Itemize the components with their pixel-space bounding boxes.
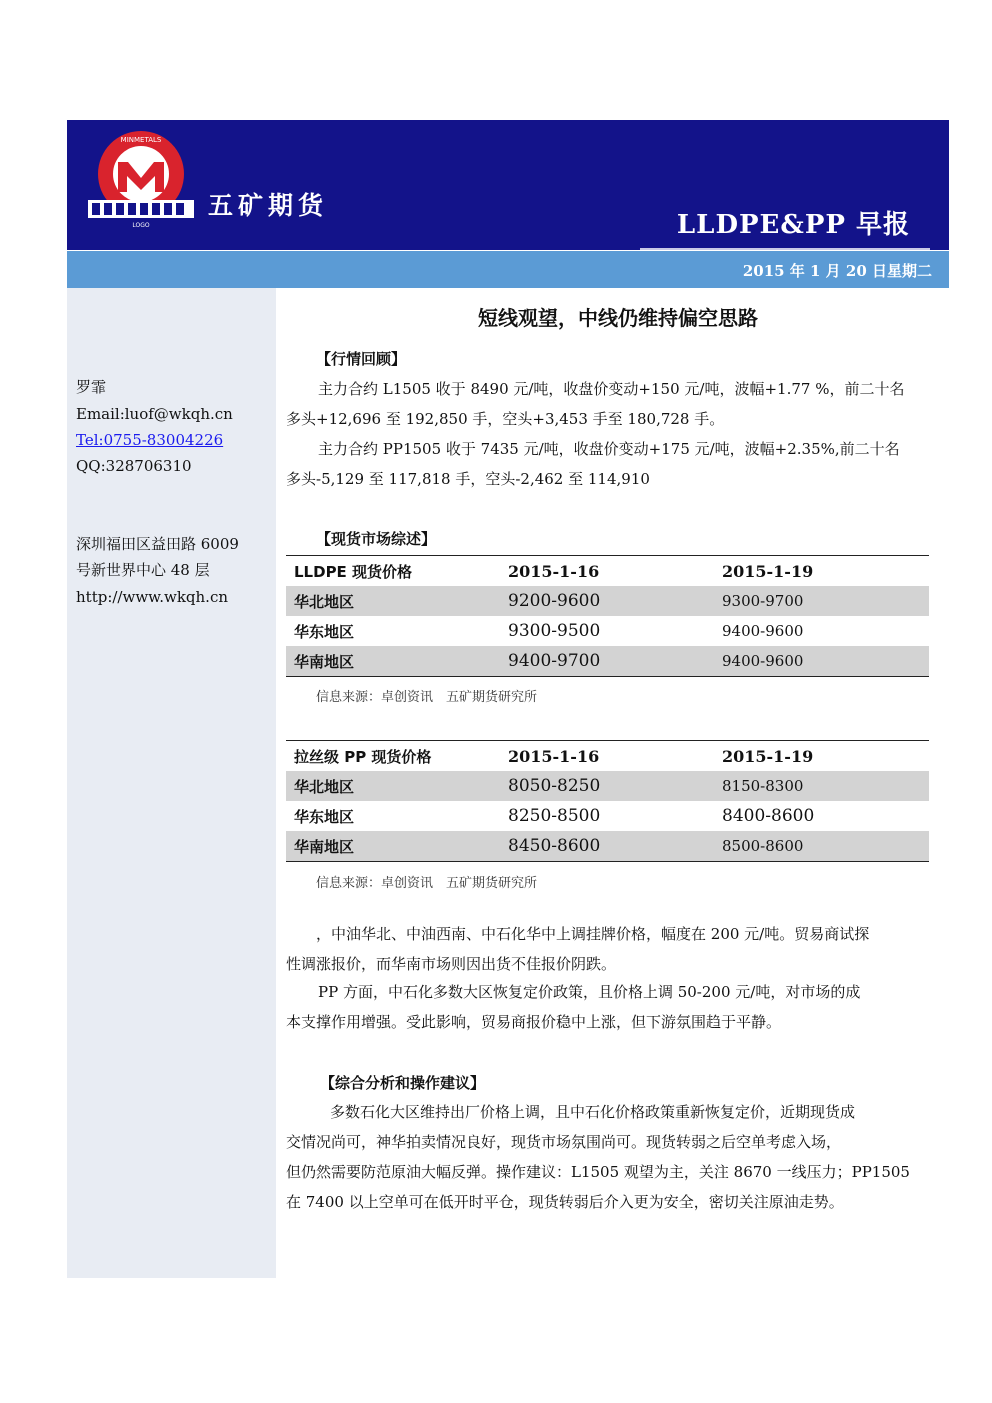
pp-price-table bbox=[286, 740, 929, 862]
region-cell: 华东地区 bbox=[294, 622, 355, 641]
region-cell: 华南地区 bbox=[286, 646, 508, 677]
address-line-1: 深圳福田区益田路 6009 bbox=[76, 535, 239, 553]
table-header-cell: 2015-1-19 bbox=[722, 556, 929, 587]
author-email: Email:luof@wkqh.cn bbox=[76, 405, 233, 423]
lldpe-table-source: 信息来源：卓创资讯 五矿期货研究所 bbox=[316, 690, 538, 705]
table-row bbox=[286, 831, 929, 862]
analysis-heading: 【综合分析和操作建议】 bbox=[320, 1074, 486, 1092]
table-row bbox=[286, 801, 929, 831]
table-header-cell: 2015-1-19 bbox=[722, 741, 929, 772]
lldpe-price-table bbox=[286, 555, 929, 677]
author-tel-link[interactable]: Tel:0755-83004226 bbox=[76, 431, 224, 449]
spot-heading: 【现货市场综述】 bbox=[316, 530, 437, 548]
table-header-cell: 拉丝级 PP 现货价格 bbox=[286, 741, 508, 772]
table-header-row bbox=[286, 556, 929, 587]
spot-paragraph-1: ，中油华北、中油西南、中石化华中上调挂牌价格，幅度在 200 元/吨。贸易商试探 性调涨报价，而华南市场则因出货不佳报价阴跌。 bbox=[286, 925, 870, 973]
table-row bbox=[286, 646, 929, 677]
price-cell: 8050-8250 bbox=[508, 771, 722, 801]
price-cell: 9400-9600 bbox=[722, 622, 804, 640]
review-heading: 【行情回顾】 bbox=[316, 350, 407, 368]
title-underline bbox=[640, 248, 930, 250]
report-date: 2015 年 1 月 20 日星期二 bbox=[742, 262, 932, 280]
svg-text:LOGO: LOGO bbox=[132, 222, 150, 229]
pp-table-source: 信息来源：卓创资讯 五矿期货研究所 bbox=[316, 876, 538, 891]
price-cell: 9400-9600 bbox=[722, 646, 929, 677]
price-cell: 9300-9700 bbox=[722, 586, 929, 616]
address-line-2: 号新世界中心 48 层 bbox=[76, 561, 210, 579]
price-cell: 8500-8600 bbox=[722, 831, 929, 862]
company-name: 五矿期货 bbox=[208, 191, 329, 220]
table-row bbox=[286, 586, 929, 616]
price-cell: 8450-8600 bbox=[508, 831, 722, 862]
table-row bbox=[286, 771, 929, 801]
region-cell: 华北地区 bbox=[286, 771, 508, 801]
svg-text:MINMETALS: MINMETALS bbox=[120, 136, 162, 144]
table-header-row bbox=[286, 741, 929, 772]
price-cell: 8150-8300 bbox=[722, 771, 929, 801]
region-cell: 华东地区 bbox=[294, 807, 355, 826]
review-paragraph-2: 主力合约 PP1505 收于 7435 元/吨，收盘价变动+175 元/吨，波幅+2.35%,前二十名 多头-5,129 至 117,818 手，空头-2,462 至 114,910 bbox=[286, 440, 900, 488]
spot-paragraph-2: PP 方面，中石化多数大区恢复定价政策，且价格上调 50-200 元/吨，对市场的成 本支撑作用增强。受此影响，贸易商报价稳中上涨，但下游氛围趋于平静。 bbox=[286, 983, 861, 1031]
analysis-paragraph: 多数石化大区维持出厂价格上调，且中石化价格政策重新恢复定价，近期现货成 交情况尚可，神华拍卖情况良好，现货市场氛围尚可。现货转弱之后空单考虑入场， 但仍然需要防范原油大幅反弹。操作建议：L1505 观望为主，关注 8670 一线压力；PP1505 在 7400 以上空单可在低开时平仓，现货转弱后介入更为安全，密切关注原油走势。 bbox=[286, 1103, 910, 1211]
report-title: LLDPE&PP 早报 bbox=[676, 210, 910, 240]
table-header-cell: 2015-1-16 bbox=[508, 556, 722, 587]
headline: 短线观望，中线仍维持偏空思路 bbox=[478, 306, 758, 330]
website-link[interactable]: http://www.wkqh.cn bbox=[76, 588, 229, 606]
author-qq: QQ:328706310 bbox=[76, 457, 192, 475]
price-cell: 9200-9600 bbox=[508, 586, 722, 616]
table-header-cell: LLDPE 现货价格 bbox=[286, 556, 508, 587]
price-cell: 9400-9700 bbox=[508, 646, 722, 677]
price-cell: 8250-8500 bbox=[508, 806, 601, 826]
table-row bbox=[286, 616, 929, 646]
price-cell: 9300-9500 bbox=[508, 621, 601, 641]
minmetals-logo bbox=[88, 130, 194, 230]
table-header-cell: 2015-1-16 bbox=[508, 741, 722, 772]
review-paragraph-1: 主力合约 L1505 收于 8490 元/吨，收盘价变动+150 元/吨，波幅+1.77 %，前二十名 多头+12,696 至 192,850 手，空头+3,453 手至 180,728 手。 bbox=[286, 380, 905, 428]
author-name: 罗霏 bbox=[76, 378, 107, 396]
price-cell: 8400-8600 bbox=[722, 806, 815, 826]
region-cell: 华南地区 bbox=[286, 831, 508, 862]
region-cell: 华北地区 bbox=[286, 586, 508, 616]
